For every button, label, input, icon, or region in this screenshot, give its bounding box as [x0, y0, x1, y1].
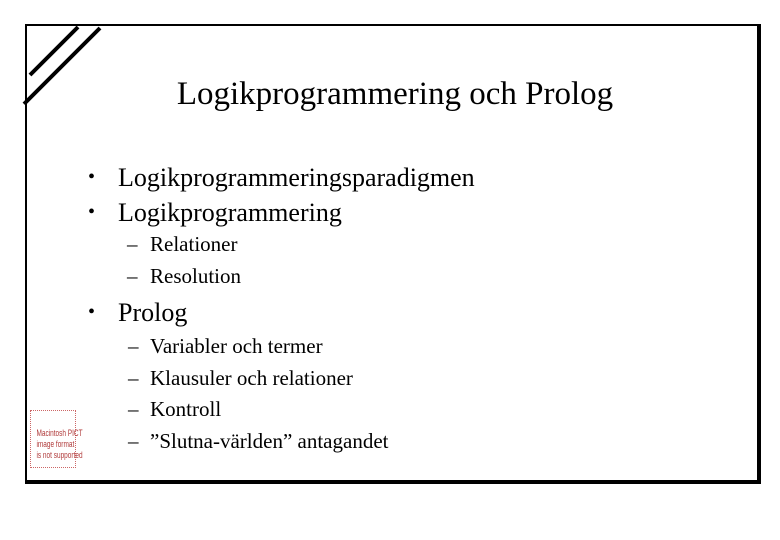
- sub-bullet-text: ”Slutna-världen” antagandet: [150, 429, 389, 453]
- sub-bullet-marker: –: [127, 264, 138, 288]
- sub-bullet-marker: –: [128, 397, 139, 421]
- bullet-marker: •: [88, 301, 96, 323]
- sub-bullet-marker: –: [127, 232, 138, 256]
- bullet-marker: •: [88, 201, 96, 223]
- sub-bullet-marker: –: [128, 429, 139, 453]
- sub-bullet-text: Resolution: [150, 264, 242, 288]
- bullet-marker: •: [88, 166, 96, 188]
- bullet-text: Logikprogrammeringsparadigmen: [118, 163, 475, 192]
- sub-bullet-item: [127, 230, 237, 258]
- sub-bullet-text: Klausuler och relationer: [150, 366, 353, 390]
- bullet-text: Prolog: [118, 298, 188, 327]
- sub-bullet-text: Variabler och termer: [150, 334, 323, 358]
- sub-bullet-text: Relationer: [150, 232, 238, 256]
- sub-bullet-item: [128, 395, 221, 423]
- sub-bullet-item: [127, 262, 241, 290]
- unsupported-image-message: [36, 428, 83, 461]
- sub-bullet-item: [128, 332, 323, 360]
- slide-title: Logikprogrammering och Prolog: [176, 76, 614, 112]
- placeholder-line: Macintosh PICT: [36, 428, 83, 438]
- bullet-item: [88, 195, 342, 230]
- sub-bullet-item: [128, 364, 353, 392]
- sub-bullet-marker: –: [128, 366, 139, 390]
- sub-bullet-text: Kontroll: [150, 397, 222, 421]
- sub-bullet-marker: –: [128, 334, 139, 358]
- bullet-item: [88, 295, 187, 330]
- placeholder-line: image format: [36, 439, 75, 449]
- bullet-text: Logikprogrammering: [118, 198, 342, 227]
- placeholder-line: is not supported: [36, 450, 83, 460]
- bullet-item: [88, 160, 475, 195]
- sub-bullet-item: [128, 427, 388, 455]
